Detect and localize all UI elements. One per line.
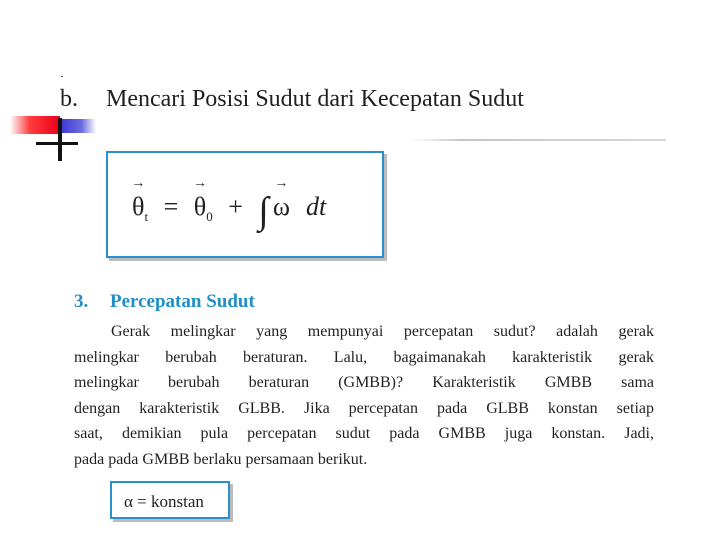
plus-sign: +: [228, 192, 243, 221]
theta-0-subscript: 0: [206, 209, 213, 224]
header-rule: [410, 139, 666, 141]
decor-red-bar: [10, 116, 60, 134]
dt-term: dt: [305, 192, 327, 221]
constant-equation-box: α = konstan: [110, 481, 230, 519]
decor-horizontal-line: [36, 142, 78, 145]
paragraph-line: melingkar berubah beraturan. Lalu, bagaimanakah karakteristik gerak: [74, 348, 654, 366]
section-heading: [60, 86, 524, 113]
paragraph-line: dengan karakteristik GLBB. Jika percepatan pada GLBB konstan setiap: [74, 399, 654, 417]
heading-letter: b.: [60, 86, 78, 112]
decor-vertical-line: [58, 118, 62, 161]
theta-t-subscript: t: [144, 209, 149, 224]
equals-sign: =: [163, 192, 179, 221]
paragraph-line: pada pada GMBB berlaku persamaan berikut.: [74, 450, 368, 468]
paragraph-line: Gerak melingkar yang mempunyai percepatan sudut? adalah gerak: [111, 323, 654, 340]
body-paragraph: [74, 319, 654, 472]
integral-sign: ∫: [258, 190, 269, 232]
angular-position-formula: [132, 189, 326, 233]
formula-box: [106, 151, 384, 258]
tick-mark: [61, 76, 63, 77]
decor-blue-bar: [60, 119, 96, 133]
theta-t-symbol: → θ: [132, 192, 144, 222]
omega-symbol: → ω: [273, 192, 290, 222]
heading-text: Mencari Posisi Sudut dari Kecepatan Sudut: [106, 86, 524, 112]
paragraph-line: saat, demikian pula percepatan sudut pada GMBB juga konstan. Jadi,: [74, 425, 654, 442]
subsection-title: [74, 291, 255, 313]
theta-0-symbol: → θ: [194, 192, 206, 222]
paragraph-line: melingkar berubah beraturan (GMBB)? Karakteristik GMBB sama: [74, 374, 654, 391]
subsection-title-text: Percepatan Sudut: [110, 291, 255, 312]
subsection-number: 3.: [74, 291, 89, 312]
